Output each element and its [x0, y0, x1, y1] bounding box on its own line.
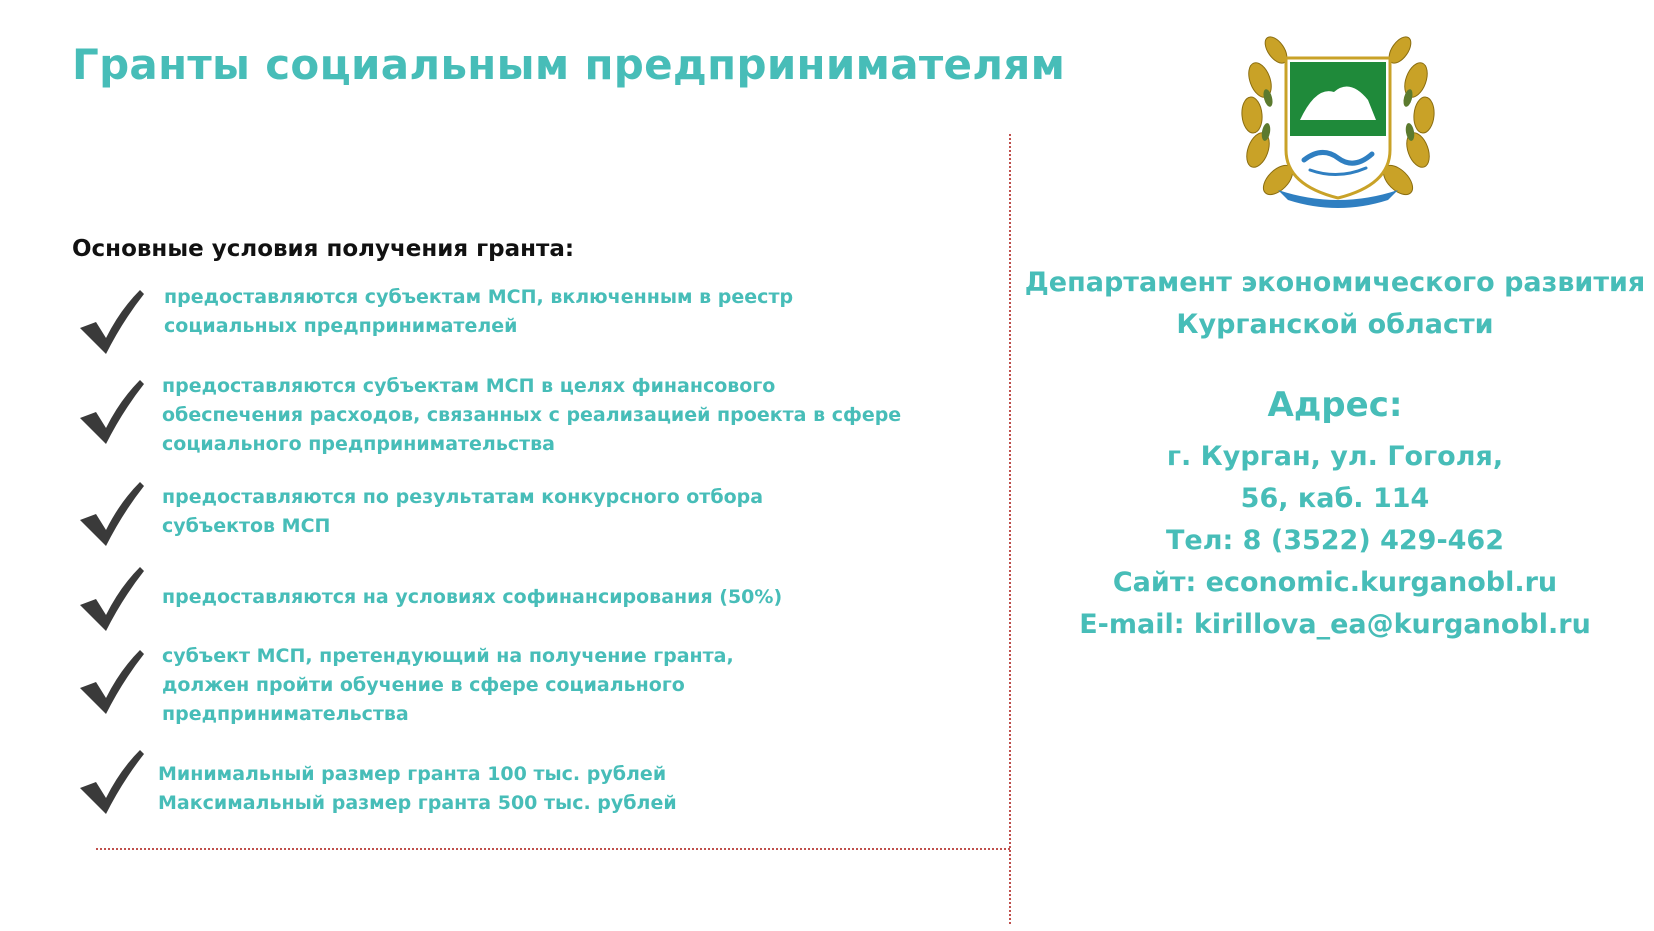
condition-6 [158, 760, 677, 818]
contact-block [1020, 436, 1650, 646]
page-title: Гранты социальным предпринимателям [72, 40, 1066, 89]
condition-3-line-2: субъектов МСП [162, 515, 331, 537]
check-mark-icon [76, 648, 146, 716]
condition-2 [162, 372, 901, 459]
coat-of-arms-icon [1238, 20, 1438, 210]
condition-1-line-1: предоставляются субъектам МСП, включенным в реестр [164, 286, 794, 308]
check-mark-icon [76, 288, 146, 356]
condition-4-line-1: предоставляются на условиях софинансирования (50%) [162, 586, 783, 608]
department-line-2: Курганской области [1176, 309, 1494, 340]
condition-2-line-2: обеспечения расходов, связанных с реализацией проекта в сфере [162, 404, 902, 426]
email-link[interactable]: E-mail: kirillova_ea@kurganobl.ru [1079, 609, 1591, 640]
condition-3 [162, 483, 763, 541]
vertical-divider [1009, 134, 1011, 924]
check-mark-icon [76, 748, 146, 816]
condition-5-line-1: субъект МСП, претендующий на получение гранта, [162, 645, 734, 667]
phone: Тел: 8 (3522) 429-462 [1165, 525, 1505, 556]
address-line-2: 56, каб. 114 [1240, 483, 1430, 514]
condition-6-line-1: Минимальный размер гранта 100 тыс. рублей [158, 763, 667, 785]
check-mark-icon [76, 480, 146, 548]
condition-6-line-2: Максимальный размер гранта 500 тыс. рублей [158, 792, 677, 814]
condition-5-line-3: предпринимательства [162, 703, 409, 725]
condition-3-line-1: предоставляются по результатам конкурсного отбора [162, 486, 764, 508]
address-heading: Адрес: [1267, 385, 1403, 425]
address-line-1: г. Курган, ул. Гоголя, [1166, 441, 1504, 472]
horizontal-divider [96, 848, 1010, 850]
condition-5 [162, 642, 734, 729]
condition-5-line-2: должен пройти обучение в сфере социального [162, 674, 685, 696]
condition-2-line-3: социального предпринимательства [162, 433, 555, 455]
check-mark-icon [76, 378, 146, 446]
check-mark-icon [76, 565, 146, 633]
conditions-heading: Основные условия получения гранта: [72, 236, 575, 262]
condition-2-line-1: предоставляются субъектам МСП в целях финансового [162, 375, 776, 397]
condition-4 [162, 583, 782, 612]
department-line-1: Департамент экономического развития [1024, 267, 1646, 298]
condition-1 [164, 283, 793, 341]
condition-1-line-2: социальных предпринимателей [164, 315, 518, 337]
department-name [1020, 262, 1650, 346]
website-link[interactable]: Сайт: economic.kurganobl.ru [1112, 567, 1558, 598]
